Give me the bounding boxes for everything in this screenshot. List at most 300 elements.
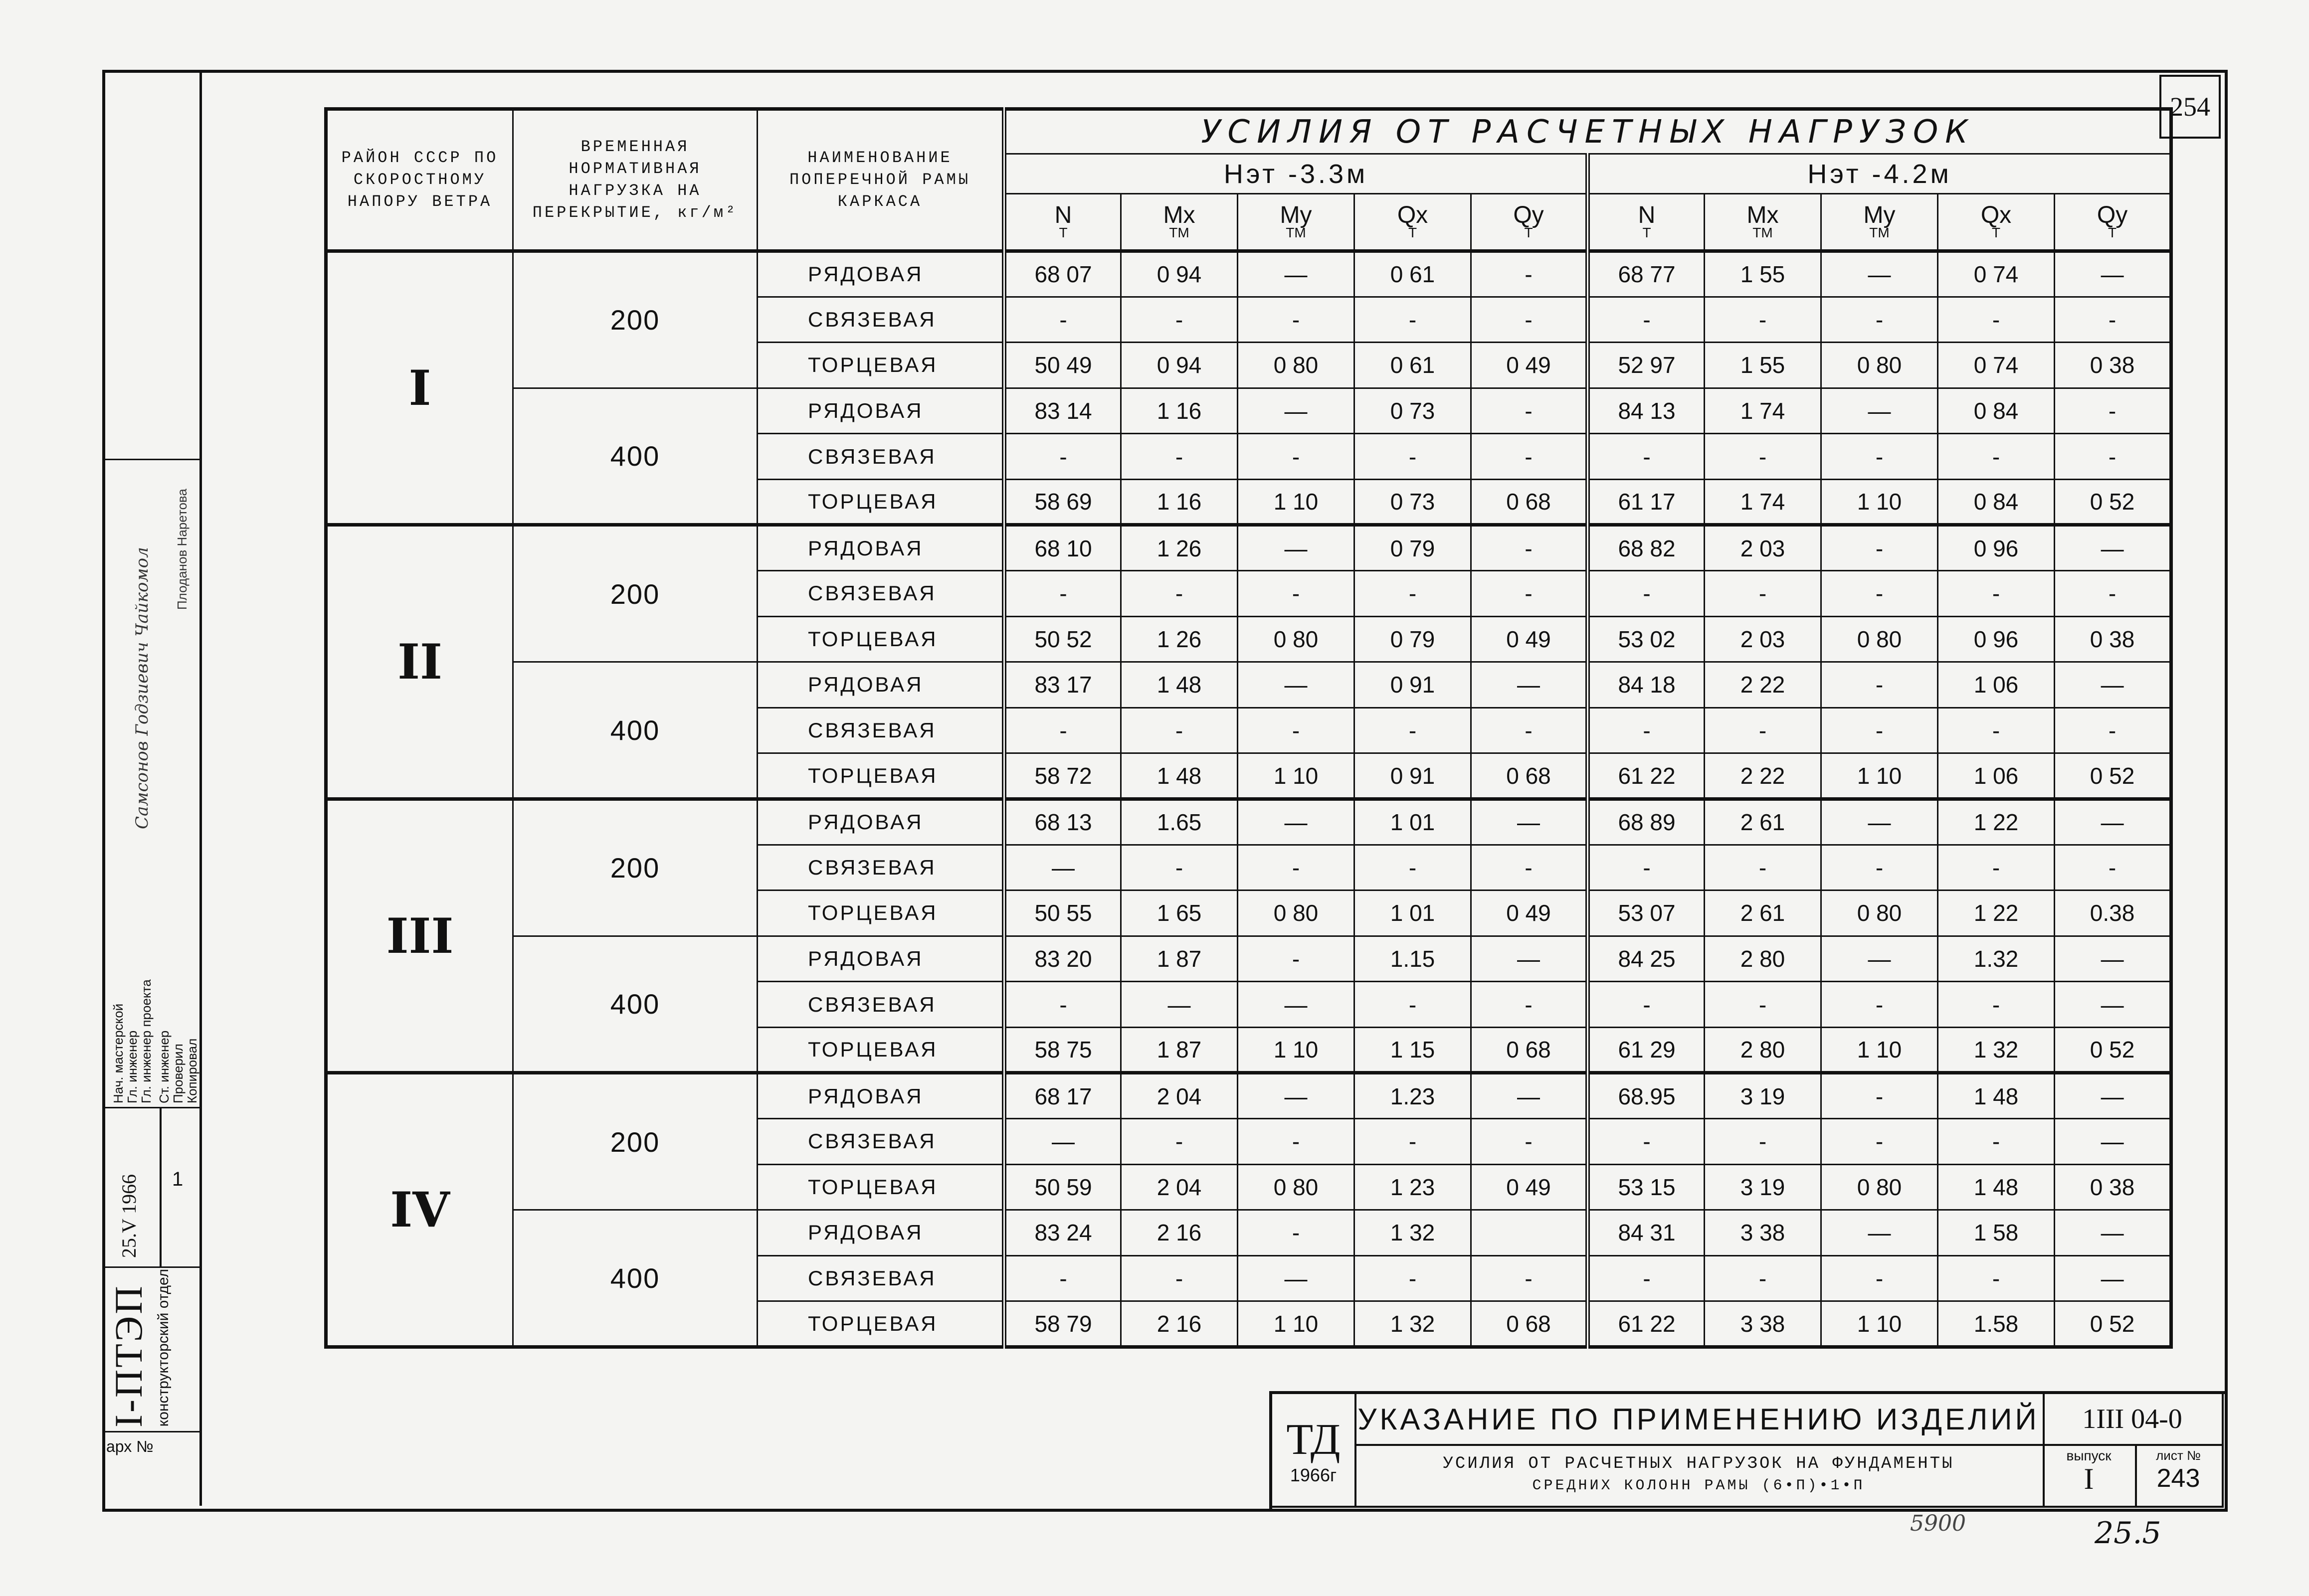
column-unit: Т bbox=[2108, 225, 2117, 240]
column-symbol: N bbox=[1054, 202, 1072, 228]
stamp-name: Самсонов bbox=[132, 741, 152, 829]
title-subtitle-1: УСИЛИЯ ОТ РАСЧЕТНЫХ НАГРУЗОК НА ФУНДАМЕНТЫ bbox=[1443, 1454, 1954, 1473]
value-cell: 0 52 bbox=[2055, 1301, 2171, 1347]
value-cell: 0 96 bbox=[1938, 525, 2055, 571]
title-series: 1III 04-0 bbox=[2082, 1404, 2182, 1434]
value-cell: 68 07 bbox=[1004, 251, 1121, 297]
value-cell: — bbox=[1471, 936, 1588, 982]
value-cell: 2 03 bbox=[1705, 525, 1821, 571]
value-cell: 0 80 bbox=[1821, 1164, 1938, 1210]
title-issue-value: I bbox=[2084, 1462, 2094, 1495]
value-cell: 68 77 bbox=[1588, 251, 1705, 297]
value-cell: 1 15 bbox=[1354, 1027, 1471, 1073]
region-cell: II bbox=[326, 525, 513, 799]
value-cell: - bbox=[1238, 434, 1354, 480]
value-cell: 3 19 bbox=[1705, 1164, 1821, 1210]
frame-name-cell: ТОРЦЕВАЯ bbox=[758, 1027, 1004, 1073]
value-cell: 0 38 bbox=[2055, 343, 2171, 388]
value-cell: 1 10 bbox=[1238, 1027, 1354, 1073]
region-cell: I bbox=[326, 251, 513, 525]
stamp-count: 1 bbox=[172, 1168, 184, 1190]
value-cell: 0 94 bbox=[1121, 251, 1238, 297]
value-cell: 58 79 bbox=[1004, 1301, 1121, 1347]
value-cell: - bbox=[1588, 1118, 1705, 1164]
header-region: РАЙОН СССР ПО СКОРОСТНОМУ НАПОРУ ВЕТРА bbox=[326, 109, 513, 251]
value-cell: 50 52 bbox=[1004, 616, 1121, 662]
frame-name-cell: СВЯЗЕВАЯ bbox=[758, 982, 1004, 1028]
value-cell: 0 49 bbox=[1471, 343, 1588, 388]
value-cell: - bbox=[1354, 1255, 1471, 1301]
value-cell: 83 20 bbox=[1004, 936, 1121, 982]
value-cell: 1.15 bbox=[1354, 936, 1471, 982]
value-cell: 68.95 bbox=[1588, 1073, 1705, 1119]
column-unit: Т bbox=[1991, 225, 2001, 240]
value-cell: - bbox=[2055, 571, 2171, 617]
header-group-3-3: Нэт -3.3м bbox=[1004, 154, 1588, 194]
value-cell: 1.23 bbox=[1354, 1073, 1471, 1119]
column-unit: ТМ bbox=[1869, 225, 1890, 240]
value-cell: 1 10 bbox=[1821, 753, 1938, 799]
column-unit: ТМ bbox=[1169, 225, 1189, 240]
column-unit: ТМ bbox=[1752, 225, 1773, 240]
title-sheet-label: лист № bbox=[2156, 1448, 2201, 1463]
value-cell: - bbox=[1821, 845, 1938, 890]
value-cell: 84 18 bbox=[1588, 662, 1705, 708]
value-cell: - bbox=[1705, 1118, 1821, 1164]
value-cell: - bbox=[2055, 434, 2171, 480]
stamp-name: Годзиевич bbox=[132, 642, 152, 736]
value-cell: — bbox=[2055, 1118, 2171, 1164]
load-cell: 200 bbox=[513, 251, 758, 388]
value-cell: — bbox=[1821, 1210, 1938, 1256]
column-header bbox=[1354, 194, 1471, 251]
value-cell: 0 91 bbox=[1354, 662, 1471, 708]
value-cell: 1 10 bbox=[1821, 1301, 1938, 1347]
value-cell: 0 38 bbox=[2055, 1164, 2171, 1210]
value-cell: 0 68 bbox=[1471, 753, 1588, 799]
column-header bbox=[1471, 194, 1588, 251]
title-main: УКАЗАНИЕ ПО ПРИМЕНЕНИЮ ИЗДЕЛИЙ bbox=[1357, 1402, 2040, 1436]
value-cell: - bbox=[1821, 571, 1938, 617]
frame-name-cell: РЯДОВАЯ bbox=[758, 388, 1004, 434]
value-cell: - bbox=[1705, 982, 1821, 1028]
value-cell: - bbox=[1821, 434, 1938, 480]
value-cell: 0 49 bbox=[1471, 1164, 1588, 1210]
value-cell: - bbox=[1938, 297, 2055, 343]
value-cell: 0.38 bbox=[2055, 890, 2171, 936]
value-cell: 3 19 bbox=[1705, 1073, 1821, 1119]
value-cell: 1 74 bbox=[1705, 388, 1821, 434]
load-cell: 400 bbox=[513, 1210, 758, 1347]
value-cell: 1 48 bbox=[1938, 1073, 2055, 1119]
stamp-role: Ст. инженер bbox=[157, 1030, 172, 1103]
column-header bbox=[1938, 194, 2055, 251]
footer-note-right: 25.5 bbox=[2095, 1516, 2161, 1551]
title-year: 1966г bbox=[1290, 1464, 1337, 1485]
value-cell: - bbox=[1354, 982, 1471, 1028]
value-cell: 0 79 bbox=[1354, 616, 1471, 662]
frame-name-cell: РЯДОВАЯ bbox=[758, 1073, 1004, 1119]
value-cell: - bbox=[1938, 571, 2055, 617]
value-cell: - bbox=[1004, 571, 1121, 617]
frame-name-cell: ТОРЦЕВАЯ bbox=[758, 1301, 1004, 1347]
column-header bbox=[2055, 194, 2171, 251]
value-cell: 1 23 bbox=[1354, 1164, 1471, 1210]
value-cell: - bbox=[1821, 525, 1938, 571]
title-main-cell bbox=[1354, 1394, 2045, 1446]
value-cell: 0 61 bbox=[1354, 343, 1471, 388]
value-cell: 1 32 bbox=[1938, 1027, 2055, 1073]
value-cell: 52 97 bbox=[1588, 343, 1705, 388]
value-cell: 0 52 bbox=[2055, 753, 2171, 799]
value-cell: 83 14 bbox=[1004, 388, 1121, 434]
value-cell: 68 89 bbox=[1588, 799, 1705, 845]
value-cell: 0 68 bbox=[1471, 1301, 1588, 1347]
value-cell: 84 31 bbox=[1588, 1210, 1705, 1256]
value-cell: 1 22 bbox=[1938, 890, 2055, 936]
value-cell: 61 22 bbox=[1588, 1301, 1705, 1347]
value-cell: - bbox=[1471, 982, 1588, 1028]
value-cell: - bbox=[1004, 434, 1121, 480]
value-cell: 0 52 bbox=[2055, 1027, 2171, 1073]
stamp-role: Гл. инженер bbox=[125, 1030, 140, 1103]
frame-name-cell: РЯДОВАЯ bbox=[758, 662, 1004, 708]
stamp-signatures bbox=[102, 459, 199, 1108]
value-cell: — bbox=[1821, 936, 1938, 982]
frame-name-cell: СВЯЗЕВАЯ bbox=[758, 1255, 1004, 1301]
value-cell: 61 17 bbox=[1588, 479, 1705, 525]
value-cell: 83 17 bbox=[1004, 662, 1121, 708]
value-cell: — bbox=[1821, 388, 1938, 434]
load-cell: 200 bbox=[513, 799, 758, 936]
stamp-role: Копировал bbox=[185, 1038, 199, 1103]
value-cell: — bbox=[1238, 982, 1354, 1028]
frame-name-cell: СВЯЗЕВАЯ bbox=[758, 845, 1004, 890]
value-cell: 0 68 bbox=[1471, 479, 1588, 525]
value-cell: - bbox=[1121, 845, 1238, 890]
value-cell: - bbox=[1471, 1255, 1588, 1301]
value-cell: 1 16 bbox=[1121, 388, 1238, 434]
value-cell: 1 26 bbox=[1121, 525, 1238, 571]
title-sheet-cell bbox=[2135, 1444, 2224, 1508]
value-cell: 58 72 bbox=[1004, 753, 1121, 799]
value-cell: - bbox=[1471, 845, 1588, 890]
stamp-role: Нач. мастерской bbox=[111, 1003, 126, 1103]
value-cell: - bbox=[1588, 982, 1705, 1028]
value-cell: 1 32 bbox=[1354, 1210, 1471, 1256]
load-cell: 400 bbox=[513, 388, 758, 525]
value-cell: 68 17 bbox=[1004, 1073, 1121, 1119]
value-cell: - bbox=[1121, 571, 1238, 617]
value-cell: - bbox=[1471, 708, 1588, 753]
stamp-org-cell bbox=[102, 1266, 199, 1432]
frame-name-cell: РЯДОВАЯ bbox=[758, 525, 1004, 571]
region-cell: III bbox=[326, 799, 513, 1072]
value-cell: 1 10 bbox=[1238, 1301, 1354, 1347]
column-header bbox=[1705, 194, 1821, 251]
table-row bbox=[326, 936, 2171, 982]
value-cell: - bbox=[1938, 982, 2055, 1028]
frame-name-cell: РЯДОВАЯ bbox=[758, 251, 1004, 297]
value-cell: 3 38 bbox=[1705, 1210, 1821, 1256]
value-cell: - bbox=[1238, 297, 1354, 343]
value-cell: 0 80 bbox=[1238, 890, 1354, 936]
value-cell: 0 61 bbox=[1354, 251, 1471, 297]
table-row bbox=[326, 662, 2171, 708]
column-unit: Т bbox=[1642, 225, 1651, 240]
column-symbol: My bbox=[1280, 202, 1312, 228]
value-cell: — bbox=[2055, 1073, 2171, 1119]
column-header bbox=[1121, 194, 1238, 251]
value-cell: 2 16 bbox=[1121, 1301, 1238, 1347]
value-cell: — bbox=[2055, 799, 2171, 845]
frame-name-cell: СВЯЗЕВАЯ bbox=[758, 434, 1004, 480]
value-cell: - bbox=[1821, 297, 1938, 343]
value-cell: 84 13 bbox=[1588, 388, 1705, 434]
value-cell: 1 74 bbox=[1705, 479, 1821, 525]
value-cell: 0 73 bbox=[1354, 388, 1471, 434]
side-stamp bbox=[102, 70, 202, 1506]
table-row bbox=[326, 251, 2171, 297]
value-cell: 0 91 bbox=[1354, 753, 1471, 799]
value-cell: — bbox=[1471, 799, 1588, 845]
value-cell: - bbox=[1471, 571, 1588, 617]
frame-name-cell: СВЯЗЕВАЯ bbox=[758, 708, 1004, 753]
value-cell: 61 22 bbox=[1588, 753, 1705, 799]
stamp-archive-label: арх № bbox=[106, 1437, 154, 1455]
value-cell: 0 74 bbox=[1938, 343, 2055, 388]
frame-name-cell: РЯДОВАЯ bbox=[758, 936, 1004, 982]
value-cell: - bbox=[1471, 1118, 1588, 1164]
value-cell: 1 26 bbox=[1121, 616, 1238, 662]
column-unit: ТМ bbox=[1286, 225, 1306, 240]
value-cell: — bbox=[1238, 1255, 1354, 1301]
value-cell: 0 73 bbox=[1354, 479, 1471, 525]
value-cell: 1 48 bbox=[1121, 662, 1238, 708]
value-cell: 0 80 bbox=[1238, 616, 1354, 662]
value-cell: — bbox=[1121, 982, 1238, 1028]
frame-name-cell: ТОРЦЕВАЯ bbox=[758, 753, 1004, 799]
value-cell: - bbox=[1354, 845, 1471, 890]
value-cell: - bbox=[1705, 434, 1821, 480]
value-cell: 68 13 bbox=[1004, 799, 1121, 845]
stamp-org: I-ПТЭП bbox=[107, 1284, 150, 1427]
value-cell: - bbox=[1821, 1073, 1938, 1119]
value-cell: — bbox=[1238, 662, 1354, 708]
stamp-role: Гл. инженер проекта bbox=[139, 979, 154, 1103]
stamp-date-cell bbox=[102, 1107, 199, 1268]
value-cell: 1 55 bbox=[1705, 343, 1821, 388]
value-cell: 0 68 bbox=[1471, 1027, 1588, 1073]
value-cell: 1.58 bbox=[1938, 1301, 2055, 1347]
value-cell: - bbox=[1821, 708, 1938, 753]
value-cell: - bbox=[1705, 571, 1821, 617]
value-cell: - bbox=[2055, 708, 2171, 753]
table-body bbox=[326, 251, 2171, 1347]
value-cell: - bbox=[1238, 1210, 1354, 1256]
value-cell: 50 55 bbox=[1004, 890, 1121, 936]
value-cell: - bbox=[1471, 525, 1588, 571]
forces-table bbox=[324, 107, 2173, 1349]
value-cell: 0 80 bbox=[1821, 890, 1938, 936]
value-cell bbox=[1471, 1210, 1588, 1256]
value-cell: 0 74 bbox=[1938, 251, 2055, 297]
value-cell: - bbox=[1354, 434, 1471, 480]
load-cell: 200 bbox=[513, 525, 758, 662]
column-symbol: Qy bbox=[1513, 202, 1544, 228]
value-cell: 0 49 bbox=[1471, 616, 1588, 662]
title-code: ТД bbox=[1286, 1415, 1341, 1464]
value-cell: - bbox=[1588, 297, 1705, 343]
stamp-name: Плоданов bbox=[175, 549, 190, 610]
title-sub-cell bbox=[1354, 1444, 2045, 1508]
value-cell: - bbox=[1705, 708, 1821, 753]
value-cell: 2 80 bbox=[1705, 1027, 1821, 1073]
frame-name-cell: РЯДОВАЯ bbox=[758, 799, 1004, 845]
value-cell: - bbox=[1821, 1255, 1938, 1301]
value-cell: 0 79 bbox=[1354, 525, 1471, 571]
value-cell: 1 22 bbox=[1938, 799, 2055, 845]
value-cell: - bbox=[1588, 708, 1705, 753]
value-cell: — bbox=[1004, 845, 1121, 890]
value-cell: 2 80 bbox=[1705, 936, 1821, 982]
stamp-role: Проверил bbox=[171, 1044, 186, 1103]
value-cell: 2 04 bbox=[1121, 1073, 1238, 1119]
table-header bbox=[326, 109, 2171, 251]
column-symbol: Mx bbox=[1746, 202, 1779, 228]
value-cell: 0 52 bbox=[2055, 479, 2171, 525]
value-cell: - bbox=[1004, 982, 1121, 1028]
title-issue-label: выпуск bbox=[2066, 1448, 2112, 1463]
value-cell: 1 10 bbox=[1821, 479, 1938, 525]
value-cell: 1 65 bbox=[1121, 890, 1238, 936]
value-cell: 53 07 bbox=[1588, 890, 1705, 936]
table-row bbox=[326, 1210, 2171, 1256]
value-cell: — bbox=[1471, 662, 1588, 708]
load-cell: 400 bbox=[513, 936, 758, 1073]
value-cell: 1.32 bbox=[1938, 936, 2055, 982]
stamp-name: Чайкомол bbox=[132, 547, 152, 637]
value-cell: 1 87 bbox=[1121, 936, 1238, 982]
value-cell: 50 59 bbox=[1004, 1164, 1121, 1210]
value-cell: - bbox=[1821, 982, 1938, 1028]
value-cell: - bbox=[1238, 845, 1354, 890]
value-cell: — bbox=[2055, 525, 2171, 571]
value-cell: - bbox=[1004, 708, 1121, 753]
value-cell: - bbox=[1354, 571, 1471, 617]
column-symbol: N bbox=[1638, 202, 1656, 228]
load-cell: 400 bbox=[513, 662, 758, 799]
value-cell: 1 10 bbox=[1238, 479, 1354, 525]
frame-name-cell: РЯДОВАЯ bbox=[758, 1210, 1004, 1256]
table-row bbox=[326, 1073, 2171, 1119]
value-cell: - bbox=[1588, 571, 1705, 617]
value-cell: 1 10 bbox=[1821, 1027, 1938, 1073]
stamp-department: конструкторский отдел bbox=[155, 1268, 172, 1427]
value-cell: - bbox=[1705, 845, 1821, 890]
value-cell: 0 80 bbox=[1238, 1164, 1354, 1210]
value-cell: 0 80 bbox=[1821, 616, 1938, 662]
frame-name-cell: ТОРЦЕВАЯ bbox=[758, 616, 1004, 662]
value-cell: — bbox=[1238, 388, 1354, 434]
frame-name-cell: ТОРЦЕВАЯ bbox=[758, 1164, 1004, 1210]
load-cell: 200 bbox=[513, 1073, 758, 1210]
frame-name-cell: ТОРЦЕВАЯ bbox=[758, 343, 1004, 388]
table-row bbox=[326, 525, 2171, 571]
title-series-cell bbox=[2043, 1394, 2224, 1446]
title-code-cell bbox=[1272, 1394, 1356, 1508]
column-unit: Т bbox=[1408, 225, 1417, 240]
title-issue-cell bbox=[2043, 1444, 2137, 1508]
value-cell: - bbox=[1471, 251, 1588, 297]
value-cell: 1 55 bbox=[1705, 251, 1821, 297]
value-cell: 50 49 bbox=[1004, 343, 1121, 388]
value-cell: - bbox=[1121, 1255, 1238, 1301]
value-cell: - bbox=[1354, 708, 1471, 753]
value-cell: 1 58 bbox=[1938, 1210, 2055, 1256]
value-cell: 61 29 bbox=[1588, 1027, 1705, 1073]
value-cell: 68 10 bbox=[1004, 525, 1121, 571]
column-header bbox=[1238, 194, 1354, 251]
column-unit: Т bbox=[1059, 225, 1068, 240]
value-cell: 0 38 bbox=[2055, 616, 2171, 662]
header-frame: НАИМЕНОВАНИЕ ПОПЕРЕЧНОЙ РАМЫ КАРКАСА bbox=[758, 109, 1004, 251]
value-cell: 2 61 bbox=[1705, 799, 1821, 845]
value-cell: - bbox=[1821, 662, 1938, 708]
value-cell: 0 80 bbox=[1238, 343, 1354, 388]
value-cell: 58 69 bbox=[1004, 479, 1121, 525]
frame-name-cell: СВЯЗЕВАЯ bbox=[758, 571, 1004, 617]
value-cell: — bbox=[1238, 799, 1354, 845]
stamp-name: Наретова bbox=[175, 489, 190, 546]
value-cell: — bbox=[1471, 1073, 1588, 1119]
value-cell: 0 80 bbox=[1821, 343, 1938, 388]
stamp-archive-cell bbox=[102, 1431, 199, 1507]
value-cell: - bbox=[1354, 297, 1471, 343]
header-group-4-2: Нэт -4.2м bbox=[1588, 154, 2171, 194]
value-cell: — bbox=[2055, 251, 2171, 297]
value-cell: - bbox=[1821, 1118, 1938, 1164]
column-header bbox=[1004, 194, 1121, 251]
value-cell: — bbox=[2055, 662, 2171, 708]
value-cell: 2 22 bbox=[1705, 662, 1821, 708]
title-block bbox=[1269, 1391, 2225, 1509]
column-symbol: Qx bbox=[1397, 202, 1428, 228]
value-cell: - bbox=[1004, 297, 1121, 343]
value-cell: - bbox=[1121, 297, 1238, 343]
value-cell: 0 84 bbox=[1938, 479, 2055, 525]
value-cell: 1 01 bbox=[1354, 890, 1471, 936]
value-cell: - bbox=[1938, 845, 2055, 890]
title-sheet-value: 243 bbox=[2156, 1464, 2200, 1493]
value-cell: — bbox=[1238, 525, 1354, 571]
stamp-blank-top bbox=[102, 70, 199, 459]
value-cell: - bbox=[1588, 1255, 1705, 1301]
value-cell: 2 04 bbox=[1121, 1164, 1238, 1210]
value-cell: - bbox=[1938, 434, 2055, 480]
value-cell: 1 87 bbox=[1121, 1027, 1238, 1073]
value-cell: 1.65 bbox=[1121, 799, 1238, 845]
value-cell: - bbox=[2055, 388, 2171, 434]
value-cell: 0 96 bbox=[1938, 616, 2055, 662]
column-symbol: My bbox=[1863, 202, 1896, 228]
value-cell: - bbox=[1471, 434, 1588, 480]
value-cell: - bbox=[2055, 297, 2171, 343]
stamp-date: 25.V 1966 bbox=[118, 1174, 140, 1258]
value-cell: 83 24 bbox=[1004, 1210, 1121, 1256]
column-symbol: Qy bbox=[2097, 202, 2128, 228]
value-cell: 1 10 bbox=[1238, 753, 1354, 799]
